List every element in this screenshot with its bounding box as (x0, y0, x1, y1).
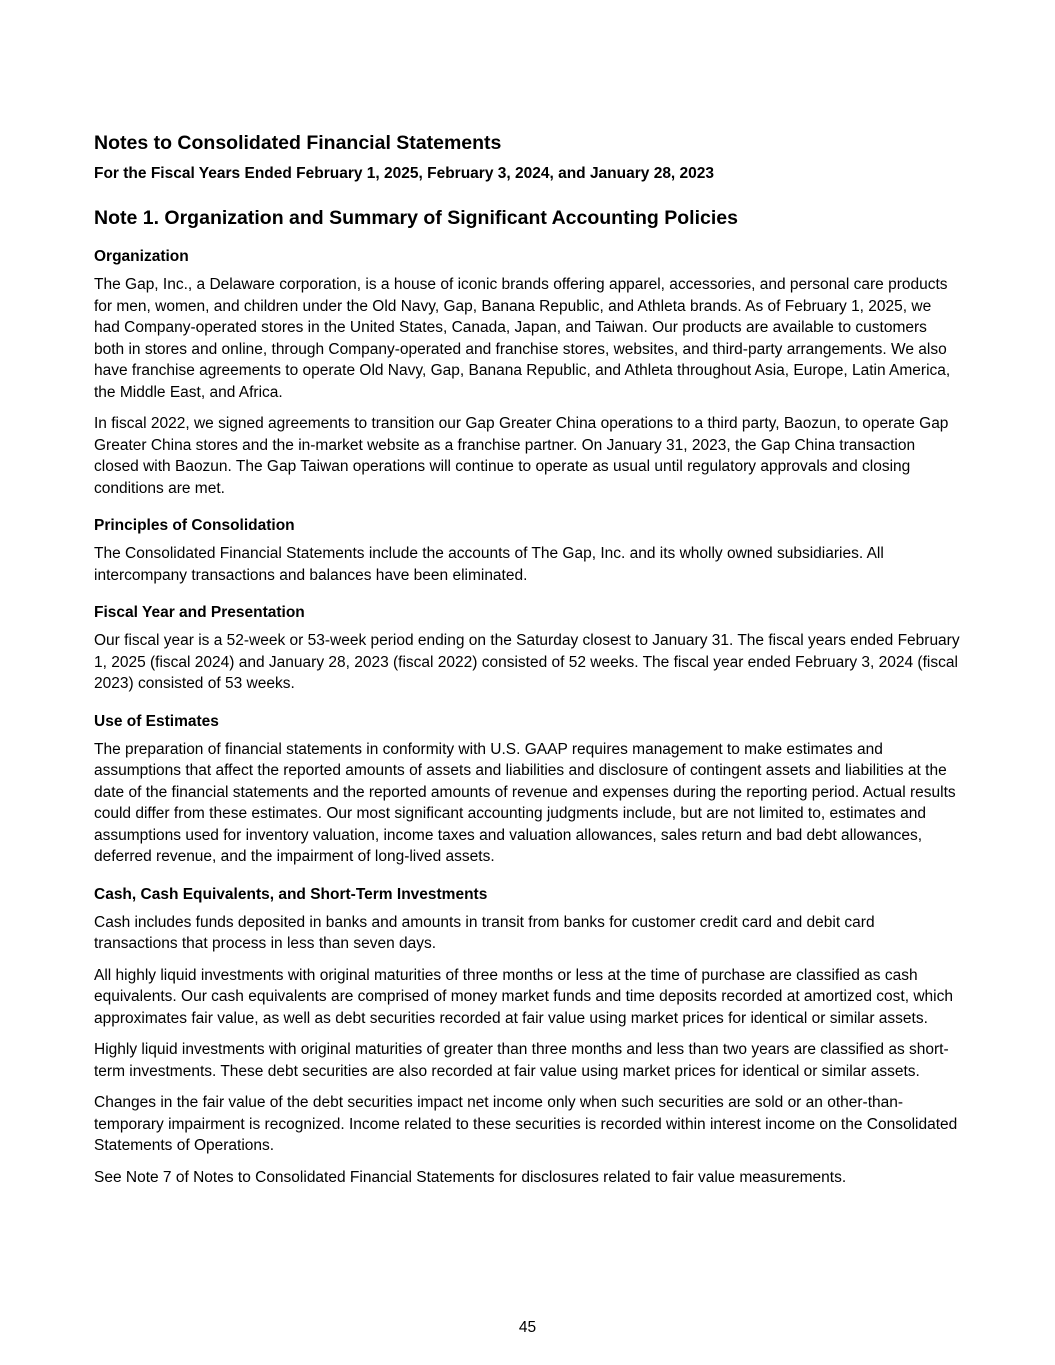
section-heading-use-of-estimates: Use of Estimates (94, 712, 219, 730)
paragraph: The Consolidated Financial Statements include the accounts of The Gap, Inc. and its wholly owned subsidiaries. All intercompany transactions and balances have been eliminated. (94, 545, 884, 584)
document-title: Notes to Consolidated Financial Statements (94, 132, 502, 154)
paragraph: See Note 7 of Notes to Consolidated Financial Statements for disclosures related to fair value measurements. (94, 1168, 847, 1186)
paragraph: Changes in the fair value of the debt securities impact net income only when such securities are sold or an other-than-temporary impairment is recognized. Income related to these securities is recorded within interest income on the Consolidated Statements of Operations. (94, 1094, 958, 1154)
document-subtitle: For the Fiscal Years Ended February 1, 2025, February 3, 2024, and January 28, 2023 (94, 165, 715, 182)
section-heading-organization: Organization (94, 248, 189, 265)
section-fiscal-year-and-presentation (94, 602, 960, 695)
paragraph: Highly liquid investments with original maturities of greater than three months and less than two years are classified as short-term investments. These debt securities are also recorded at fair value using market prices for identical or similar assets. (94, 1041, 949, 1080)
page-number: 45 (518, 1319, 537, 1336)
section-cash-and-equivalents (94, 884, 960, 1189)
paragraph: Our fiscal year is a 52-week or 53-week period ending on the Saturday closest to January 31. The fiscal years ended February 1, 2025 (fiscal 2024) and January 28, 2023 (fiscal 2022) consisted of 52 weeks. The fiscal year ended February 3, 2024 (fiscal 2023) consisted of 53 weeks. (94, 632, 960, 692)
paragraph: All highly liquid investments with original maturities of three months or less at the time of purchase are classified as cash equivalents. Our cash equivalents are comprised of money market funds and time deposits recorded at amortized cost, which approximates fair value, as well as debt securities recorded at fair value using market prices for identical or similar assets. (94, 966, 953, 1027)
section-use-of-estimates (94, 711, 960, 868)
section-organization (94, 246, 960, 499)
paragraph: Cash includes funds deposited in banks and amounts in transit from banks for customer credit card and debit card transactions that process in less than seven days. (94, 913, 875, 952)
section-heading-principles-of-consolidation: Principles of Consolidation (94, 517, 295, 534)
section-principles-of-consolidation (94, 515, 960, 586)
section-heading-fiscal-year-and-presentation: Fiscal Year and Presentation (94, 604, 305, 621)
paragraph: In fiscal 2022, we signed agreements to transition our Gap Greater China operations to a third party, Baozun, to operate Gap Greater China stores and the in-market website as a franchise partner. On January 31, 2023, the Gap China transaction closed with Baozun. The Gap Taiwan operations will continue to operate as usual until regulatory approvals and closing conditions are met. (94, 415, 949, 497)
paragraph: The preparation of financial statements in conformity with U.S. GAAP requires management to make estimates and assumptions that affect the reported amounts of assets and liabilities and disclosure of contingent assets and liabilities at the date of the financial statements and the reported amounts of revenue and expenses during the reporting period. Actual results could differ from these estimates. Our most significant accounting judgments include, but are not limited to, estimates and assumptions used for inventory valuation, income taxes and valuation allowances, sales return and bad debt allowances, deferred revenue, and the impairment of long-lived assets. (94, 740, 956, 865)
section-heading-cash-and-equivalents: Cash, Cash Equivalents, and Short-Term Investments (94, 885, 488, 903)
note-heading: Note 1. Organization and Summary of Significant Accounting Policies (94, 207, 738, 229)
paragraph: The Gap, Inc., a Delaware corporation, is a house of iconic brands offering apparel, accessories, and personal care products for men, women, and children under the Old Navy, Gap, Banana Republic, and Athleta brands. As of February 1, 2025, we had Company-operated stores in the United States, Canada, Japan, and Taiwan. Our products are available to customers both in stores and online, through Company-operated and franchise stores, websites, and third-party arrangements. We also have franchise agreements to operate Old Navy, Gap, Banana Republic, and Athleta throughout Asia, Europe, Latin America, the Middle East, and Africa. (94, 276, 951, 401)
